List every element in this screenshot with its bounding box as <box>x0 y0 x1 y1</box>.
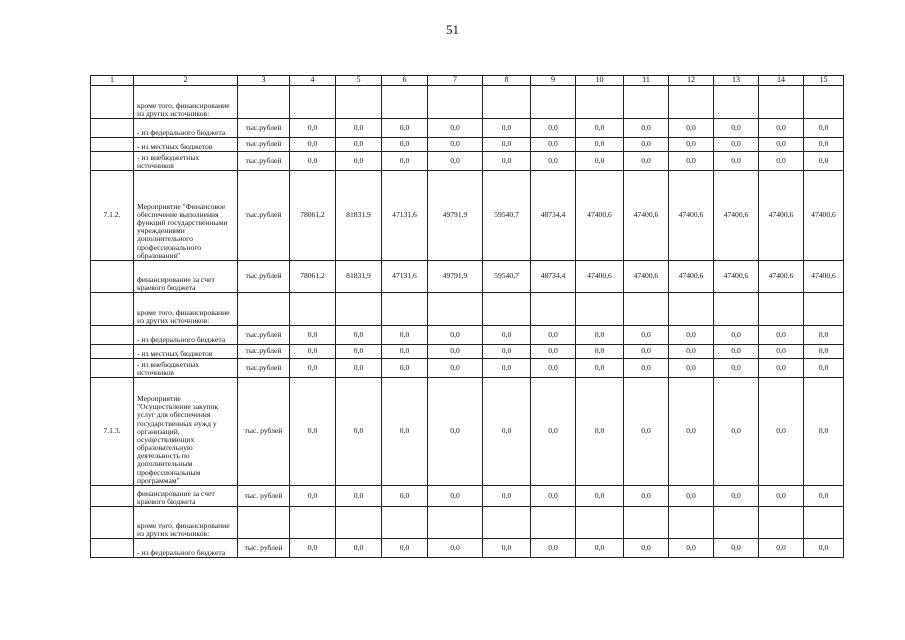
row-description: Мероприятие "Финансовое обеспечение выполнения функций государственными учреждениями дополнительного профессионального образования" <box>134 171 238 261</box>
column-header: 9 <box>531 76 576 86</box>
value-cell: 0,0 <box>382 539 428 558</box>
value-cell: 0,0 <box>428 539 483 558</box>
column-header: 13 <box>714 76 759 86</box>
table-row <box>91 507 844 539</box>
value-cell: 0,0 <box>804 539 844 558</box>
value-cell <box>669 507 714 539</box>
value-cell: 0,0 <box>669 378 714 486</box>
value-cell: 0,0 <box>714 359 759 378</box>
value-cell <box>576 293 624 326</box>
row-unit: тыс. рублей <box>238 486 290 507</box>
value-cell: 47400,6 <box>624 261 669 293</box>
value-cell: 0,0 <box>290 345 336 359</box>
value-cell: 0,0 <box>336 152 382 171</box>
value-cell: 48734,4 <box>531 171 576 261</box>
column-header: 8 <box>483 76 531 86</box>
value-cell: 0,0 <box>428 119 483 138</box>
value-cell: 47400,6 <box>669 261 714 293</box>
row-code: 7.1.2. <box>91 171 134 261</box>
value-cell: 0,0 <box>336 326 382 345</box>
row-code <box>91 138 134 152</box>
value-cell: 47400,6 <box>804 171 844 261</box>
value-cell <box>624 293 669 326</box>
value-cell: 47400,6 <box>624 171 669 261</box>
value-cell: 0,0 <box>483 359 531 378</box>
row-unit: тыс.рублей <box>238 152 290 171</box>
value-cell: 0,0 <box>669 359 714 378</box>
value-cell: 0,0 <box>290 152 336 171</box>
row-description: кроме того, финансирование из других источников: <box>134 293 238 326</box>
row-code <box>91 261 134 293</box>
row-description: - из внебюджетных источников <box>134 152 238 171</box>
value-cell: 0,0 <box>483 486 531 507</box>
value-cell: 0,0 <box>382 345 428 359</box>
header-row <box>91 76 844 86</box>
value-cell: 0,0 <box>759 378 804 486</box>
value-cell: 0,0 <box>428 138 483 152</box>
value-cell <box>483 507 531 539</box>
value-cell: 0,0 <box>483 152 531 171</box>
value-cell: 0,0 <box>531 119 576 138</box>
value-cell <box>428 507 483 539</box>
value-cell: 0,0 <box>290 359 336 378</box>
value-cell <box>624 507 669 539</box>
value-cell <box>804 293 844 326</box>
value-cell: 0,0 <box>428 152 483 171</box>
value-cell: 0,0 <box>382 138 428 152</box>
value-cell: 0,0 <box>290 138 336 152</box>
table-row <box>91 326 844 345</box>
value-cell: 0,0 <box>714 326 759 345</box>
row-unit <box>238 86 290 119</box>
column-header: 4 <box>290 76 336 86</box>
value-cell <box>714 293 759 326</box>
value-cell: 0,0 <box>531 486 576 507</box>
value-cell: 0,0 <box>669 326 714 345</box>
column-header: 3 <box>238 76 290 86</box>
value-cell: 0,0 <box>428 345 483 359</box>
value-cell: 0,0 <box>714 152 759 171</box>
value-cell: 0,0 <box>624 138 669 152</box>
value-cell: 0,0 <box>428 359 483 378</box>
value-cell: 0,0 <box>624 152 669 171</box>
column-header: 15 <box>804 76 844 86</box>
value-cell: 0,0 <box>669 138 714 152</box>
value-cell: 0,0 <box>290 119 336 138</box>
column-header: 7 <box>428 76 483 86</box>
value-cell: 0,0 <box>531 539 576 558</box>
value-cell: 0,0 <box>531 378 576 486</box>
value-cell: 0,0 <box>428 378 483 486</box>
row-unit: тыс.рублей <box>238 359 290 378</box>
value-cell: 0,0 <box>531 359 576 378</box>
value-cell: 0,0 <box>531 138 576 152</box>
value-cell: 0,0 <box>483 378 531 486</box>
value-cell: 0,0 <box>624 119 669 138</box>
value-cell: 0,0 <box>804 359 844 378</box>
value-cell: 78061,2 <box>290 171 336 261</box>
value-cell <box>714 86 759 119</box>
value-cell: 0,0 <box>624 486 669 507</box>
value-cell <box>669 293 714 326</box>
value-cell: 0,0 <box>804 138 844 152</box>
row-description: - из местных бюджетов <box>134 138 238 152</box>
row-unit: тыс. рублей <box>238 378 290 486</box>
value-cell <box>714 507 759 539</box>
column-header: 11 <box>624 76 669 86</box>
row-unit <box>238 293 290 326</box>
row-code <box>91 326 134 345</box>
value-cell: 47400,6 <box>759 261 804 293</box>
value-cell: 0,0 <box>624 345 669 359</box>
value-cell: 0,0 <box>336 138 382 152</box>
column-header: 14 <box>759 76 804 86</box>
row-code <box>91 486 134 507</box>
value-cell: 0,0 <box>669 119 714 138</box>
column-header: 2 <box>134 76 238 86</box>
column-header: 12 <box>669 76 714 86</box>
table-row <box>91 539 844 558</box>
value-cell: 0,0 <box>290 378 336 486</box>
page-number: 51 <box>446 22 459 37</box>
value-cell <box>483 293 531 326</box>
budget-table <box>90 75 844 558</box>
value-cell: 0,0 <box>624 326 669 345</box>
value-cell <box>428 86 483 119</box>
value-cell <box>336 86 382 119</box>
column-header: 10 <box>576 76 624 86</box>
value-cell: 47400,6 <box>714 171 759 261</box>
value-cell: 0,0 <box>290 326 336 345</box>
value-cell: 0,0 <box>483 119 531 138</box>
value-cell: 59540,7 <box>483 261 531 293</box>
row-code <box>91 539 134 558</box>
value-cell <box>336 293 382 326</box>
value-cell <box>531 507 576 539</box>
value-cell <box>531 86 576 119</box>
value-cell: 0,0 <box>531 152 576 171</box>
value-cell: 0,0 <box>714 345 759 359</box>
value-cell: 47400,6 <box>804 261 844 293</box>
table-row <box>91 345 844 359</box>
value-cell <box>624 86 669 119</box>
value-cell: 0,0 <box>669 539 714 558</box>
value-cell: 0,0 <box>576 119 624 138</box>
row-unit <box>238 507 290 539</box>
value-cell: 0,0 <box>290 539 336 558</box>
value-cell <box>759 507 804 539</box>
value-cell: 0,0 <box>759 152 804 171</box>
value-cell: 0,0 <box>759 345 804 359</box>
row-description: - из внебюджетных источников <box>134 359 238 378</box>
value-cell: 0,0 <box>576 138 624 152</box>
value-cell: 0,0 <box>804 378 844 486</box>
table-row <box>91 138 844 152</box>
value-cell: 47400,6 <box>714 261 759 293</box>
value-cell: 47400,6 <box>576 171 624 261</box>
value-cell: 0,0 <box>804 486 844 507</box>
value-cell: 0,0 <box>576 152 624 171</box>
row-unit: тыс.рублей <box>238 345 290 359</box>
value-cell: 0,0 <box>576 378 624 486</box>
column-header: 6 <box>382 76 428 86</box>
row-description: кроме того, финансирование из других источников: <box>134 86 238 119</box>
value-cell: 0,0 <box>714 119 759 138</box>
row-unit: тыс. рублей <box>238 539 290 558</box>
row-description: финансирование за счет краевого бюджета <box>134 486 238 507</box>
value-cell: 0,0 <box>290 486 336 507</box>
value-cell <box>531 293 576 326</box>
value-cell: 0,0 <box>483 138 531 152</box>
row-description: - из федерального бюджета <box>134 326 238 345</box>
value-cell: 0,0 <box>669 152 714 171</box>
value-cell: 47131,6 <box>382 171 428 261</box>
value-cell: 0,0 <box>759 539 804 558</box>
value-cell <box>576 507 624 539</box>
row-code <box>91 359 134 378</box>
row-unit: тыс.рублей <box>238 171 290 261</box>
value-cell: 0,0 <box>804 326 844 345</box>
value-cell: 0,0 <box>714 378 759 486</box>
value-cell <box>382 86 428 119</box>
value-cell <box>669 86 714 119</box>
value-cell: 47400,6 <box>759 171 804 261</box>
value-cell <box>759 86 804 119</box>
table-row <box>91 152 844 171</box>
value-cell: 81831,9 <box>336 261 382 293</box>
row-code <box>91 293 134 326</box>
value-cell: 78061,2 <box>290 261 336 293</box>
value-cell: 0,0 <box>336 345 382 359</box>
value-cell: 0,0 <box>576 345 624 359</box>
value-cell: 0,0 <box>714 486 759 507</box>
value-cell <box>759 293 804 326</box>
value-cell: 0,0 <box>428 326 483 345</box>
table-row <box>91 261 844 293</box>
table-body <box>91 76 844 558</box>
value-cell: 0,0 <box>804 152 844 171</box>
value-cell: 0,0 <box>382 486 428 507</box>
value-cell <box>290 293 336 326</box>
value-cell <box>290 86 336 119</box>
value-cell <box>336 507 382 539</box>
value-cell: 0,0 <box>428 486 483 507</box>
row-code <box>91 345 134 359</box>
value-cell: 0,0 <box>576 326 624 345</box>
value-cell: 0,0 <box>576 539 624 558</box>
row-code: 7.1.3. <box>91 378 134 486</box>
value-cell: 0,0 <box>624 378 669 486</box>
row-unit: тыс.рублей <box>238 138 290 152</box>
value-cell: 0,0 <box>714 138 759 152</box>
value-cell: 0,0 <box>759 138 804 152</box>
value-cell <box>382 507 428 539</box>
value-cell: 0,0 <box>576 359 624 378</box>
value-cell: 0,0 <box>483 345 531 359</box>
value-cell: 0,0 <box>382 378 428 486</box>
value-cell <box>804 86 844 119</box>
value-cell: 49791,9 <box>428 171 483 261</box>
value-cell <box>428 293 483 326</box>
value-cell: 0,0 <box>624 539 669 558</box>
value-cell: 0,0 <box>336 119 382 138</box>
value-cell: 0,0 <box>669 486 714 507</box>
table-row <box>91 86 844 119</box>
value-cell: 0,0 <box>759 359 804 378</box>
row-code <box>91 86 134 119</box>
row-description: - из федерального бюджета <box>134 119 238 138</box>
value-cell: 0,0 <box>804 345 844 359</box>
value-cell: 0,0 <box>669 345 714 359</box>
row-code <box>91 119 134 138</box>
value-cell: 0,0 <box>624 359 669 378</box>
value-cell: 59540,7 <box>483 171 531 261</box>
value-cell: 48734,4 <box>531 261 576 293</box>
value-cell: 0,0 <box>759 119 804 138</box>
row-unit: тыс.рублей <box>238 119 290 138</box>
value-cell <box>804 507 844 539</box>
row-description: финансирование за счет краевого бюджета <box>134 261 238 293</box>
row-unit: тыс.рублей <box>238 261 290 293</box>
value-cell: 0,0 <box>759 326 804 345</box>
row-description: - из местных бюджетов <box>134 345 238 359</box>
table-row <box>91 378 844 486</box>
value-cell: 81831,9 <box>336 171 382 261</box>
column-header: 5 <box>336 76 382 86</box>
value-cell: 0,0 <box>336 359 382 378</box>
table-row <box>91 359 844 378</box>
value-cell: 47400,6 <box>576 261 624 293</box>
value-cell: 49791,9 <box>428 261 483 293</box>
value-cell <box>576 86 624 119</box>
row-description: кроме того, финансирование из других источников: <box>134 507 238 539</box>
value-cell: 0,0 <box>483 539 531 558</box>
row-unit: тыс.рублей <box>238 326 290 345</box>
row-description: Мероприятие "Осуществление закупок услуг для обеспечения государственных нужд у организаций, осуществляющих образовательную деятельность по дополнительным профессиональным программам" <box>134 378 238 486</box>
row-code <box>91 152 134 171</box>
value-cell: 0,0 <box>382 326 428 345</box>
value-cell: 0,0 <box>336 378 382 486</box>
value-cell: 0,0 <box>531 326 576 345</box>
table-row <box>91 486 844 507</box>
value-cell: 0,0 <box>382 359 428 378</box>
value-cell: 0,0 <box>483 326 531 345</box>
value-cell: 0,0 <box>336 486 382 507</box>
row-code <box>91 507 134 539</box>
value-cell <box>483 86 531 119</box>
value-cell: 0,0 <box>336 539 382 558</box>
value-cell <box>290 507 336 539</box>
table-row <box>91 119 844 138</box>
table-row <box>91 293 844 326</box>
value-cell: 47400,6 <box>669 171 714 261</box>
value-cell: 0,0 <box>714 539 759 558</box>
value-cell: 0,0 <box>576 486 624 507</box>
value-cell: 0,0 <box>382 119 428 138</box>
value-cell: 0,0 <box>382 152 428 171</box>
value-cell: 0,0 <box>804 119 844 138</box>
column-header: 1 <box>91 76 134 86</box>
value-cell: 0,0 <box>531 345 576 359</box>
table-row <box>91 171 844 261</box>
value-cell <box>382 293 428 326</box>
value-cell: 0,0 <box>759 486 804 507</box>
value-cell: 47131,6 <box>382 261 428 293</box>
row-description: - из федерального бюджета <box>134 539 238 558</box>
